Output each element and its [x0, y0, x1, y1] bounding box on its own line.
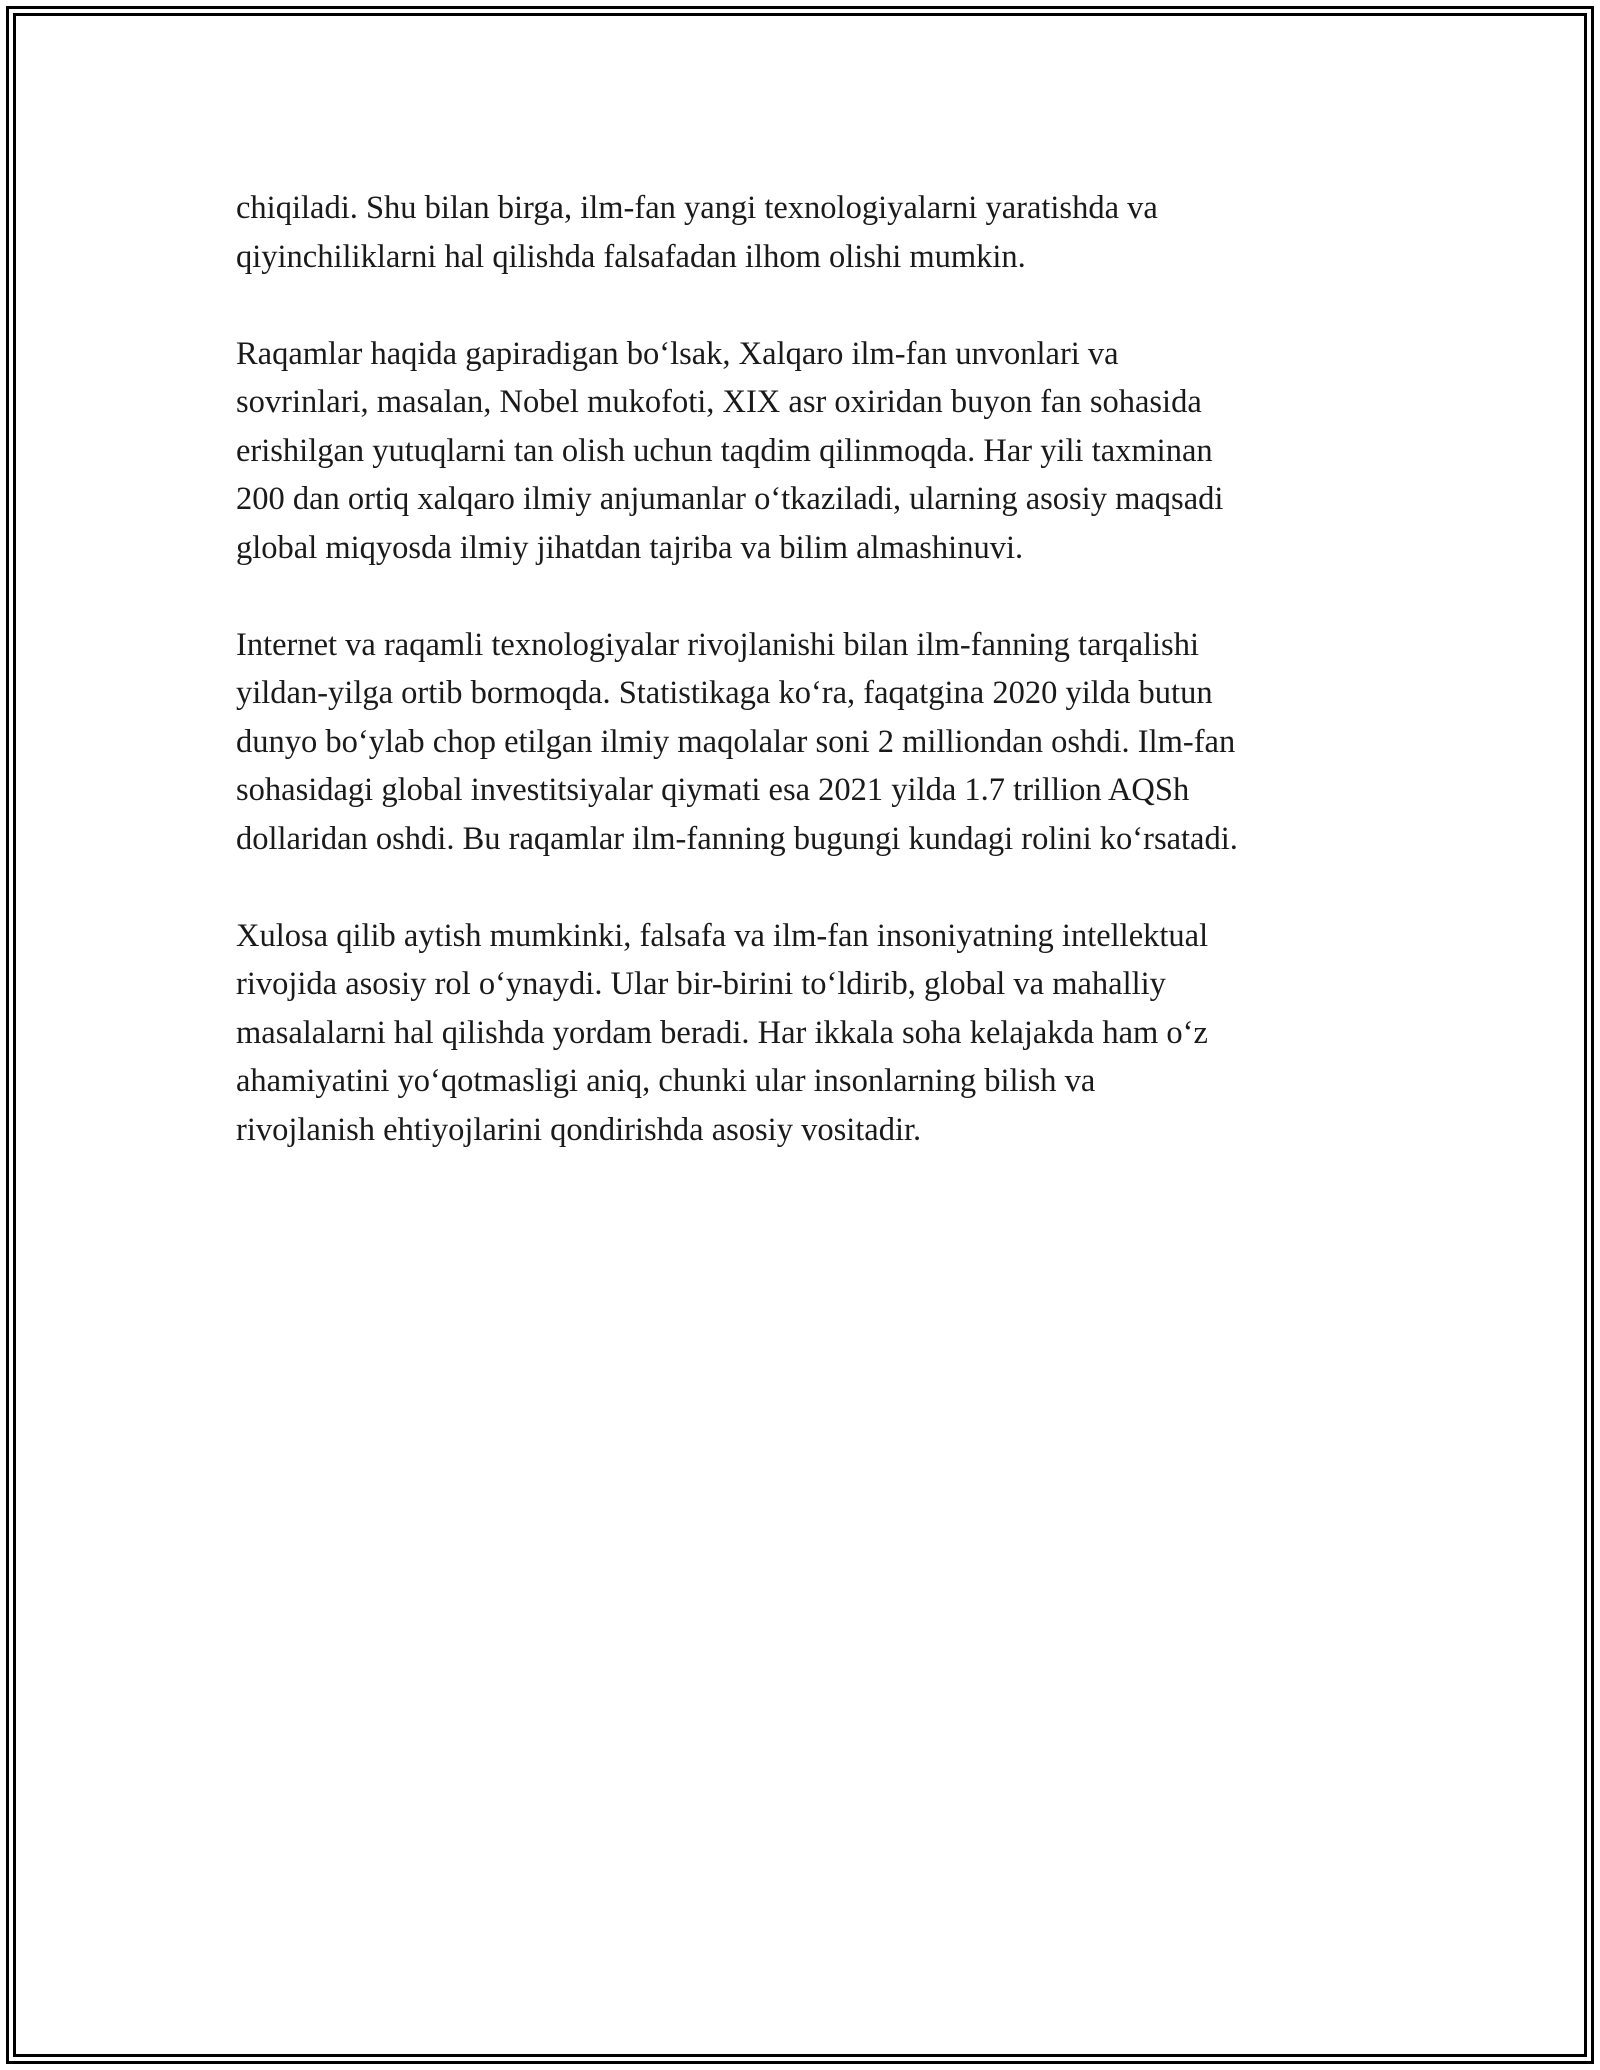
text-line: ahamiyatini yoʻqotmasligi aniq, chunki ular insonlarning bilish va — [236, 1063, 1096, 1099]
text-line: 200 dan ortiq xalqaro ilmiy anjumanlar oʻtkaziladi, ularning asosiy maqsadi — [236, 481, 1224, 517]
text-line: Internet va raqamli texnologiyalar rivojlanishi bilan ilm-fanning tarqalishi — [236, 626, 1199, 663]
text-line: rivojida asosiy rol oʻynaydi. Ular bir-birini toʻldirib, global va mahalliy — [236, 966, 1166, 1002]
paragraph-2 — [236, 330, 1376, 573]
document-body — [236, 184, 1376, 1203]
text-line: dollaridan oshdi. Bu raqamlar ilm-fanning bugungi kundagi rolini koʻrsatadi. — [236, 820, 1238, 857]
text-line: global miqyosda ilmiy jihatdan tajriba va bilim almashinuvi. — [236, 529, 1024, 566]
text-line: sohasidagi global investitsiyalar qiymati esa 2021 yilda 1.7 trillion AQSh — [236, 772, 1190, 808]
paragraph-3 — [236, 621, 1376, 864]
text-line: yildan-yilga ortib bormoqda. Statistikaga koʻra, faqatgina 2020 yilda butun — [236, 675, 1213, 711]
text-line: Xulosa qilib aytish mumkinki, falsafa va ilm-fan insoniyatning intellektual — [236, 917, 1209, 954]
text-line: sovrinlari, masalan, Nobel mukofoti, XIX asr oxiridan buyon fan sohasida — [236, 384, 1202, 420]
paragraph-4 — [236, 912, 1376, 1155]
text-line: erishilgan yutuqlarni tan olish uchun taqdim qilinmoqda. Har yili taxminan — [236, 432, 1213, 469]
text-line: rivojlanish ehtiyojlarini qondirishda asosiy vositadir. — [236, 1111, 922, 1148]
text-line: masalalarni hal qilishda yordam beradi. Har ikkala soha kelajakda ham oʻz — [236, 1014, 1208, 1051]
text-line: Raqamlar haqida gapiradigan boʻlsak, Xalqaro ilm-fan unvonlari va — [236, 335, 1119, 372]
text-line: dunyo boʻylab chop etilgan ilmiy maqolalar soni 2 milliondan oshdi. Ilm-fan — [236, 723, 1236, 760]
text-line: qiyinchiliklarni hal qilishda falsafadan ilhom olishi mumkin. — [236, 238, 1026, 275]
text-line: chiqiladi. Shu bilan birga, ilm-fan yangi texnologiyalarni yaratishda va — [236, 190, 1158, 226]
paragraph-1 — [236, 184, 1376, 281]
